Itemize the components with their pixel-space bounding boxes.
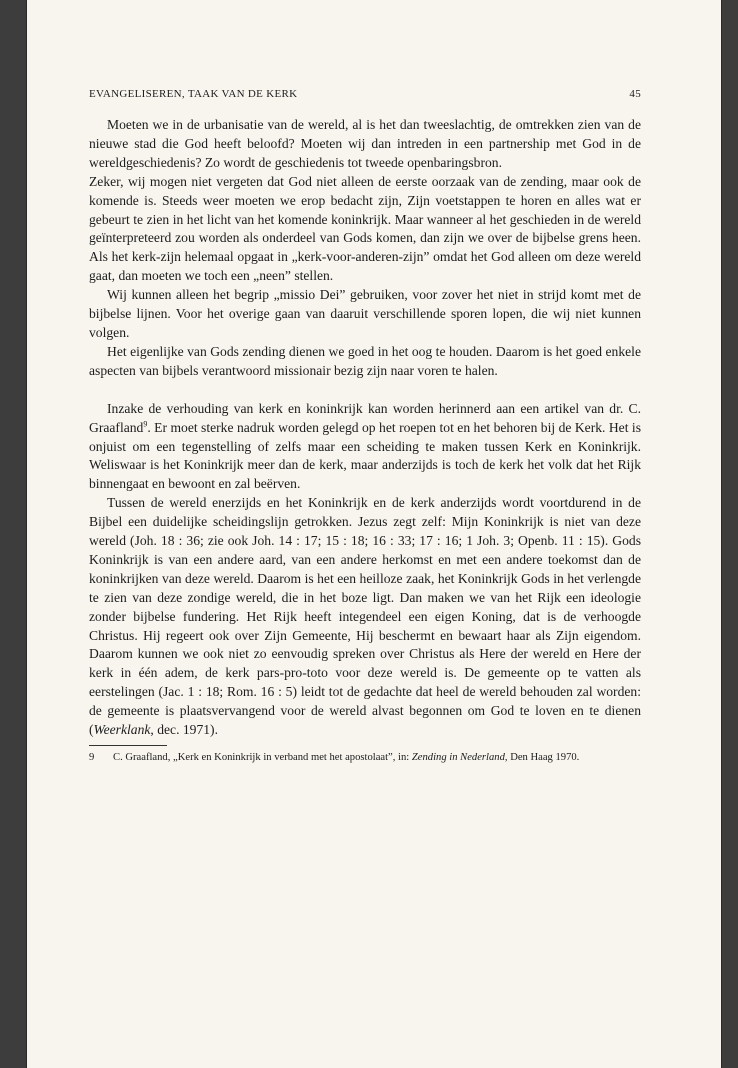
- footnote-number: 9: [89, 752, 95, 763]
- footnote-text: [113, 751, 641, 765]
- paragraph: Het eigenlijke van Gods zending dienen we goed in het oog te houden. Daarom is het goed enkele aspecten van bijbels verantwoord missionair bezig zijn naar voren te halen.: [89, 343, 641, 378]
- paragraph-text: , dec. 1971).: [150, 722, 218, 738]
- paragraph: Wij kunnen alleen het begrip „missio Dei” gebruiken, voor zover het niet in strijd komt met de bijbelse lijnen. Voor het overige gaan van daaruit verschillende sporen lopen, die wij niet kunnen volgen.: [89, 287, 641, 340]
- page-content: [89, 88, 641, 765]
- footnote-divider: [89, 745, 167, 746]
- footnote-italic-title: Zending in Nederland: [411, 752, 505, 763]
- running-header: [89, 88, 641, 100]
- paragraph: Moeten we in de urbanisatie van de wereld, al is het dan tweeslachtig, de omtrekken zien van de nieuwe stad die God heeft beloofd? Moeten wij dan intreden in een partnership met God in de wereldgeschiedenis? Zo wordt de geschiedenis tot tweede openbaringsbron.: [89, 117, 641, 170]
- paragraph-text: Inzake de verhouding van kerk en koninkrijk kan worden herinnerd aan een artikel van dr. C. Graafland: [89, 400, 641, 435]
- book-page: [27, 0, 721, 1068]
- running-title: EVANGELISEREN, TAAK VAN DE KERK: [89, 88, 298, 100]
- footnote-reference: 9: [143, 419, 148, 429]
- paragraph-text: Tussen de wereld enerzijds en het Koninkrijk en de kerk anderzijds wordt voortdurend in de Bijbel een duidelijke scheidingslijn getrokken. Jezus zegt zelf: Mijn Koninkrijk is niet van deze wereld (Joh. 18 : 36; zie ook Joh. 14 : 17; 15 : 18; 16 : 33; 17 : 16; 1 Joh. 3; Openb. 11 : 15). Gods Koninkrijk is van een andere aard, van een andere herkomst en met een andere toekomst dan de koninkrijken van deze wereld. Daarom is het een heilloze zaak, het Koninkrijk Gods in het verlengde te zien van deze zondige wereld, die in het boze ligt. Dan maken we van het Rijk een ideologie zonder bijbelse fundering. Het Rijk heeft integendeel een eigen Koning, dat is de verhoogde Christus. Hij regeert ook over Zijn Gemeente, Hij beschermt en bewaart haar als Zijn eigendom. Daarom kunnen we ook niet zo eenvoudig spreken over Christus als Here der wereld en Here der kerk in één adem, de kerk pars-pro-toto voor deze wereld is. De gemeente op te vatten als eerstelingen (Jac. 1 : 18; Rom. 16 : 5) leidt tot de gedachte dat heel de wereld behouden zal worden: de gemeente is plaatsvervangend voor de wereld alvast begonnen om God te loven en te dienen (: [89, 495, 641, 738]
- page-number: 45: [629, 88, 641, 100]
- footnote-text-part: C. Graafland, „Kerk en Koninkrijk in verband met het apostolaat”, in:: [113, 752, 412, 763]
- paragraph: [89, 400, 641, 495]
- footnote-text-part: , Den Haag 1970.: [504, 752, 580, 763]
- footnote: [89, 751, 641, 765]
- section-gap: [89, 381, 641, 400]
- paragraph: Zeker, wij mogen niet vergeten dat God niet alleen de eerste oorzaak van de zending, maar ook de komende is. Steeds weer moeten we erop bedacht zijn, Zijn voetstappen te horen en alles wat er gebeurt te zien in het licht van het komende koninkrijk. Maar wanneer al het geschieden in de wereld geïnterpreteerd zou worden als onderdeel van Gods komen, dan zijn we over de bijbelse grens heen. Als het kerk-zijn helemaal opgaat in „kerk-voor-anderen-zijn” omdat het God alleen om deze wereld gaat, dan moeten we toch een „neen” stellen.: [89, 173, 641, 284]
- italic-citation: Weerklank: [93, 722, 151, 738]
- paragraph-text: . Er moet sterke nadruk worden gelegd op het roepen tot en het behoren bij de Kerk. Het is onjuist om een tegenstelling of zelfs maar een scheiding te maken tussen Kerk en Koninkrijk. Weliswaar is het Koninkrijk meer dan de kerk, maar anderzijds is toch de kerk het volk dat het Rijk binnengaat en bewoont en zal beërven.: [89, 419, 641, 492]
- paragraph: [89, 494, 641, 740]
